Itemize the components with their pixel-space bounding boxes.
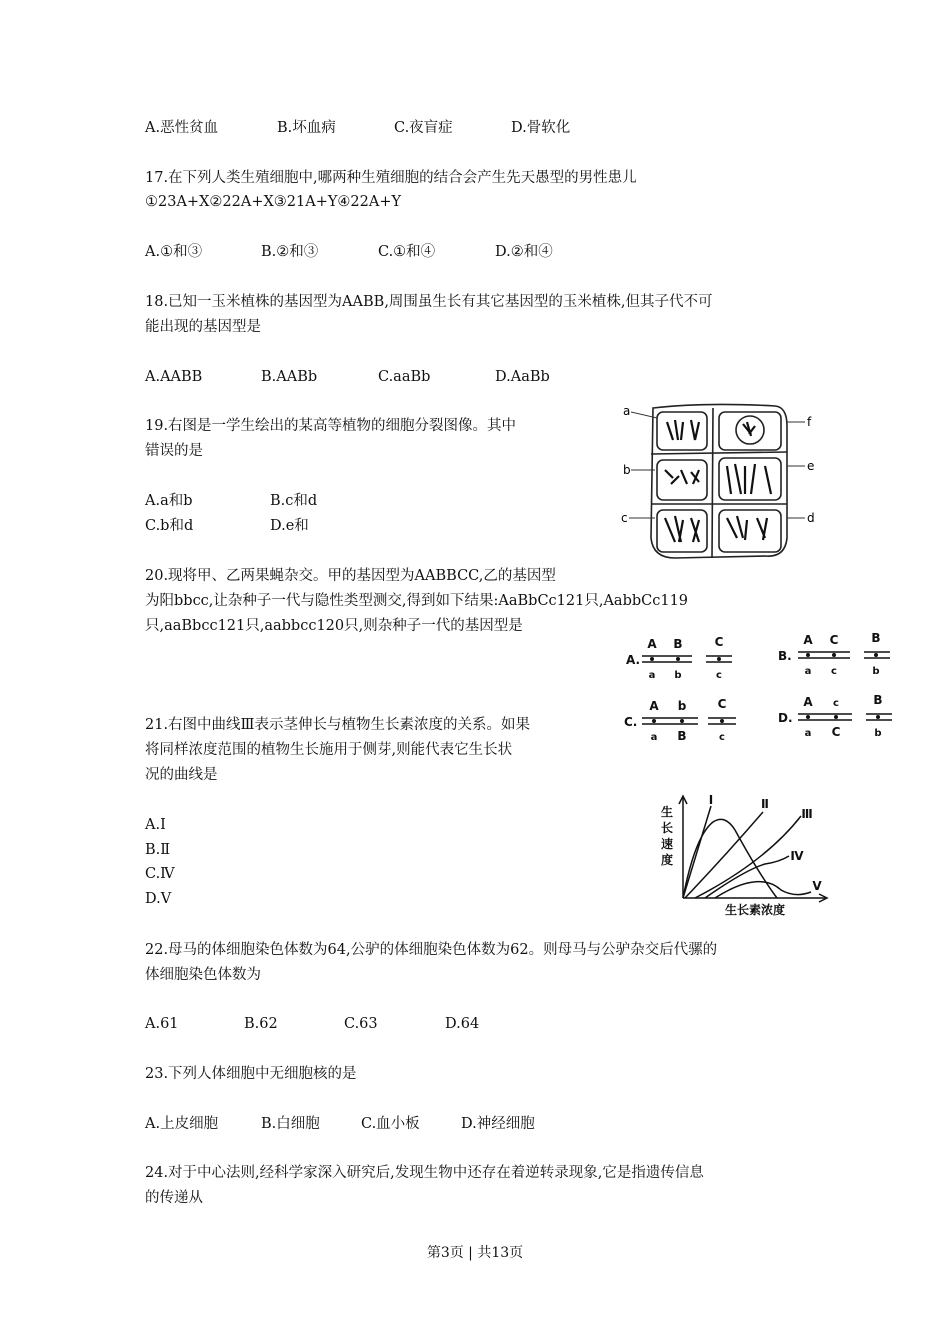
q19-option-d: D.e和 [270,518,309,534]
q20-A-bot-1: b [674,670,682,681]
q20-A-label: A. [626,653,641,667]
q19-option-b: B.c和d [270,493,318,509]
q19-option-c: C.b和d [145,518,194,534]
q23-option-c: C.血小板 [361,1116,420,1132]
q21-option-b: B.Ⅱ [145,842,171,858]
q21-curve-II: Ⅱ [761,797,769,811]
q20-A-bot-0: a [648,670,656,681]
q16-option-a: A.恶性贫血 [145,120,219,136]
q20-C-label: C. [624,715,638,729]
q21-stem-line1: 21.右图中曲线Ⅲ表示茎伸长与植物生长素浓度的关系。如果 [145,717,531,733]
q22-option-a: A.61 [145,1016,179,1032]
q21-curve-I-line [683,806,711,898]
q20-B-top-1: C [829,633,839,647]
q17-option-d: D.②和④ [495,244,553,260]
q24-stem-line1: 24.对于中心法则,经科学家深入研究后,发现生物中还存在着逆转录现象,它是指遗传信息 [145,1165,704,1181]
q19-label-b: b [623,463,631,477]
q20-stem-line1: 20.现将甲、乙两果蝇杂交。甲的基因型为AABBCC,乙的基因型 [145,568,556,584]
q23-stem: 23.下列人体细胞中无细胞核的是 [145,1066,357,1082]
q20-D-top-1: c [833,698,839,709]
q17-option-a: A.①和③ [145,244,203,260]
q20-A-top-0: A [647,637,657,651]
q20-D-bot-2: b [874,728,882,739]
q20-B-bot-0: a [804,666,812,677]
q18-stem-line2: 能出现的基因型是 [145,319,261,335]
q20-B-top-2: B [871,631,881,645]
q20-C-top-1: b [677,699,687,713]
q19-label-f: f [807,415,812,429]
q20-C-bot-2: c [719,732,725,743]
q21-ylabel-1: 长 [660,821,674,835]
q21-stem-line3: 况的曲线是 [145,767,218,783]
q19-option-a: A.a和b [145,493,193,509]
q21-growth-curve-figure [655,786,835,922]
q20-D-bot-0: a [804,728,812,739]
q22-option-d: D.64 [445,1016,480,1032]
q20-D-top-2: B [873,693,883,707]
q20-stem-line3: 只,aaBbcc121只,aabbcc120只,则杂种子一代的基因型是 [145,618,523,634]
q21-ylabel-2: 速 [660,837,674,851]
q20-C-top-2: C [717,697,727,711]
q20-D-label: D. [778,711,793,725]
q21-option-a: A.Ⅰ [145,817,166,833]
q17-option-c: C.①和④ [378,244,436,260]
q21-curve-V: Ⅴ [812,879,822,893]
q20-A-bot-2: c [716,670,722,681]
q19-label-d: d [807,511,815,525]
q21-ylabel-0: 生 [660,805,674,819]
q16-option-d: D.骨软化 [511,120,571,136]
q24-stem-line2: 的传递从 [145,1190,203,1206]
q20-A-top-1: B [673,637,683,651]
q19-label-c: c [621,511,628,525]
q21-stem-line2: 将同样浓度范围的植物生长施用于侧芽,则能代表它生长状 [145,742,513,758]
q16-option-c: C.夜盲症 [394,120,453,136]
q21-curve-IV: Ⅳ [790,849,804,863]
q17-stem: 17.在下列人类生殖细胞中,哪两种生殖细胞的结合会产生先天愚型的男性患儿 [145,170,637,186]
q19-stem-line1: 19.右图是一学生绘出的某高等植物的细胞分裂图像。其中 [145,418,517,434]
q22-stem-line2: 体细胞染色体数为 [145,967,261,983]
q20-linkage-figure [618,628,898,746]
q21-curve-I: Ⅰ [708,793,714,807]
q23-option-b: B.白细胞 [261,1116,320,1132]
q20-B-bot-1: c [831,666,837,677]
q19-stem-line2: 错误的是 [145,443,203,459]
q22-option-b: B.62 [244,1016,278,1032]
q19-cell-division-figure [615,398,840,564]
q21-ylabel-3: 度 [660,853,674,867]
q17-option-b: B.②和③ [261,244,319,260]
q20-C-bot-0: a [650,732,658,743]
q23-option-a: A.上皮细胞 [145,1116,219,1132]
q20-C-top-0: A [649,699,659,713]
q21-curve-V-line [715,882,811,898]
q21-option-c: C.Ⅳ [145,866,175,882]
page-footer: 第3页 | 共13页 [426,1245,524,1261]
q21-xlabel: 生长素浓度 [724,903,786,917]
q20-stem-line2: 为阳bbcc,让杂种子一代与隐性类型测交,得到如下结果:AaBbCc121只,AabbCc119 [145,593,689,609]
q20-D-top-0: A [803,695,813,709]
q16-option-b: B.坏血病 [277,120,336,136]
q18-stem-line1: 18.已知一玉米植株的基因型为AABB,周围虽生长有其它基因型的玉米植株,但其子代不可 [145,294,713,310]
q19-label-a: a [623,404,631,418]
q20-C-bot-1: B [677,729,687,743]
q20-B-top-0: A [803,633,813,647]
q20-B-bot-2: b [872,666,880,677]
q18-option-d: D.AaBb [495,369,550,385]
q19-label-e: e [807,459,815,473]
q20-B-label: B. [778,649,792,663]
q18-option-b: B.AABb [261,369,318,385]
q18-option-a: A.AABB [145,369,203,385]
q21-curve-III: Ⅲ [801,807,813,821]
q20-A-top-2: C [714,635,724,649]
q20-D-bot-1: C [831,725,841,739]
q17-gametes: ①23A+X②22A+X③21A+Y④22A+Y [145,194,402,210]
q22-stem-line1: 22.母马的体细胞染色体数为64,公驴的体细胞染色体数为62。则母马与公驴杂交后代骡的 [145,942,718,958]
q22-option-c: C.63 [344,1016,378,1032]
q18-option-c: C.aaBb [378,369,431,385]
q23-option-d: D.神经细胞 [461,1116,535,1132]
q21-option-d: D.Ⅴ [145,891,172,907]
